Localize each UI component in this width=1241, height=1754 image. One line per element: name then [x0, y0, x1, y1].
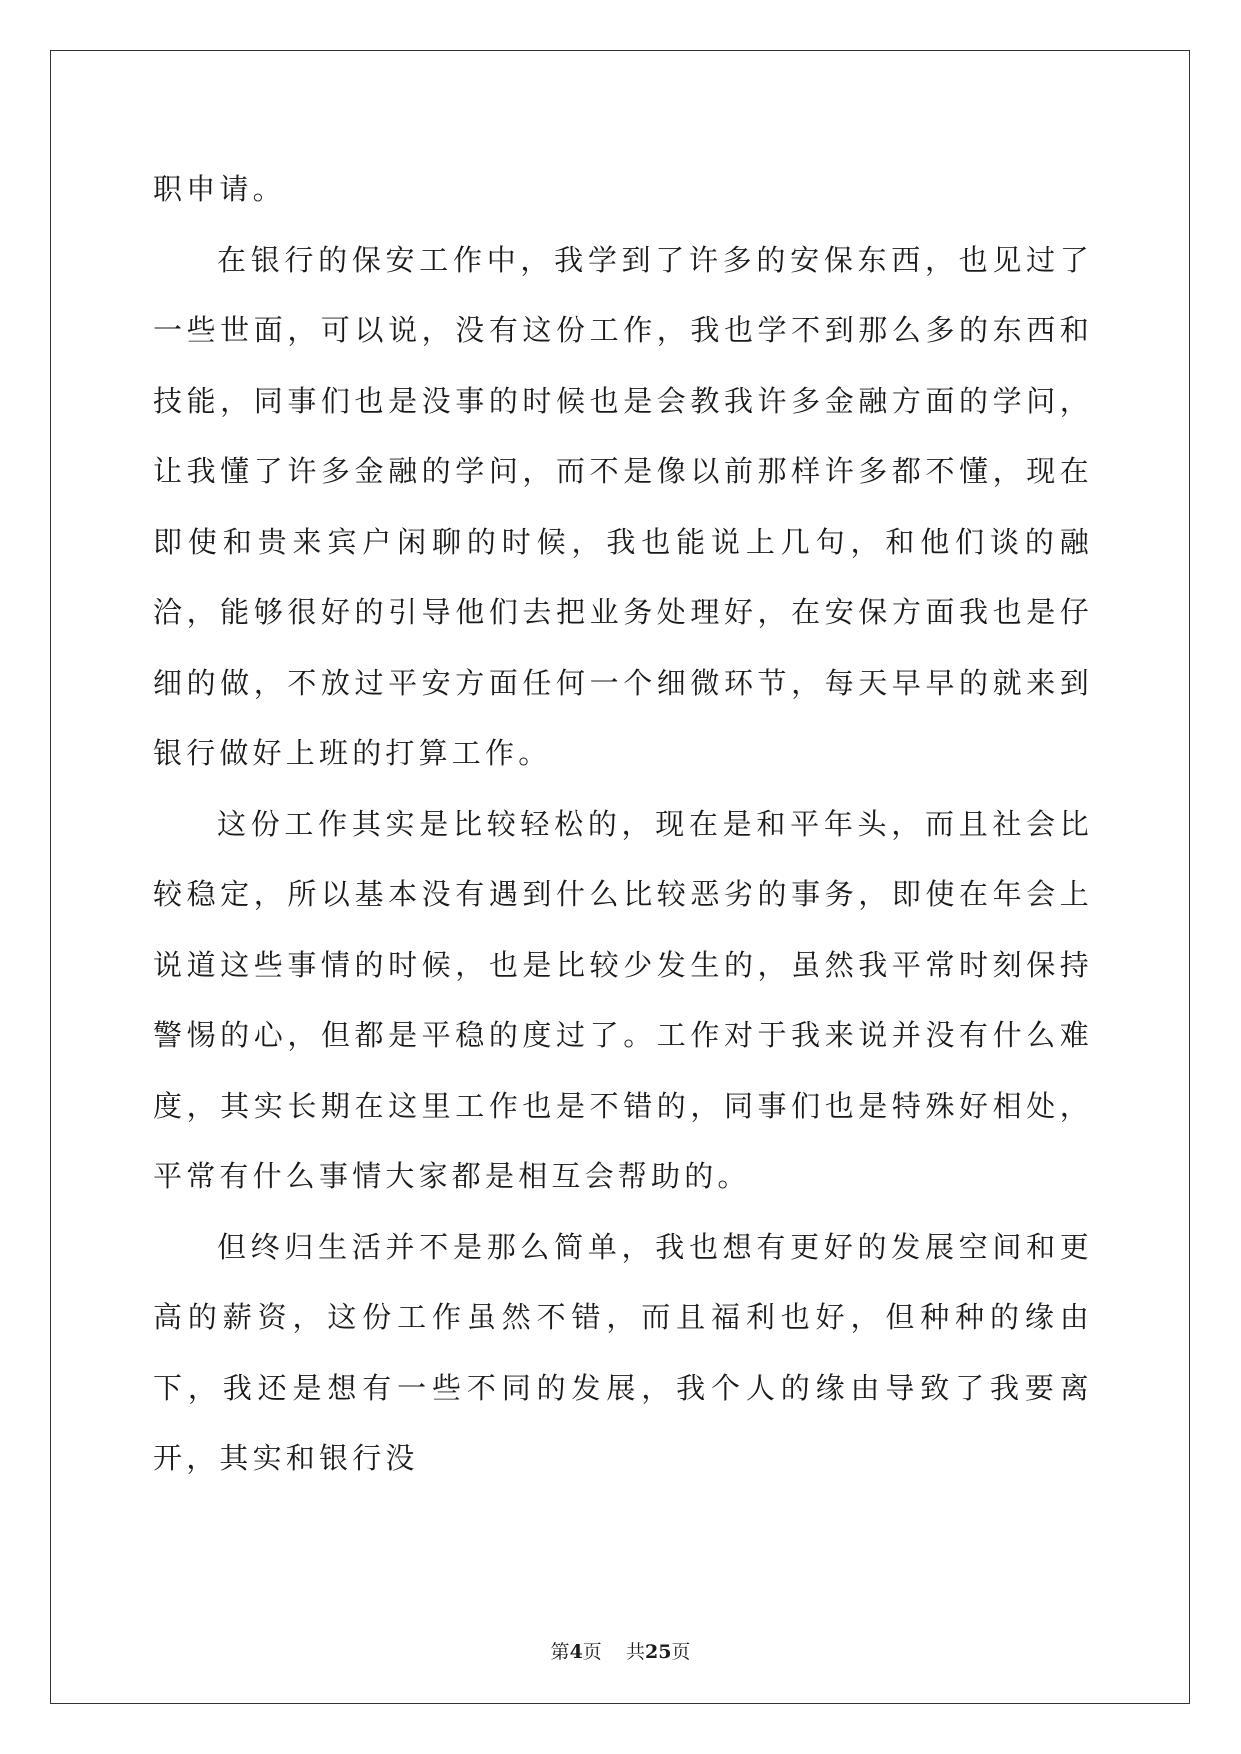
current-page-number: 4 — [569, 1641, 583, 1663]
total-page-number: 25 — [644, 1641, 672, 1663]
paragraph-3: 这份工作其实是比较轻松的，现在是和平年头，而且社会比较稳定，所以基本没有遇到什么比较恶劣的事务，即使在年会上说道这些事情的时候，也是比较少发生的，虽然我平常时刻保持警惕的心，但都是平稳的度过了。工作对于我来说并没有什么难度，其实长期在这里工作也是不错的，同事们也是特殊好相处，平常有什么事情大家都是相互会帮助的。 — [153, 806, 1093, 1193]
document-body — [153, 154, 1093, 1494]
paragraph-1: 职申请。 — [153, 172, 286, 206]
footer-suffix: 页 — [671, 1641, 691, 1663]
footer-middle: 页 共 — [582, 1641, 645, 1663]
page-number-footer — [0, 1637, 1241, 1664]
footer-prefix: 第 — [550, 1641, 570, 1663]
paragraph-4: 但终归生活并不是那么简单，我也想有更好的发展空间和更高的薪资，这份工作虽然不错，而且福利也好，但种种的缘由下，我还是想有一些不同的发展，我个人的缘由导致了我要离开，其实和银行没 — [153, 1229, 1093, 1475]
paragraph-2: 在银行的保安工作中，我学到了许多的安保东西，也见过了一些世面，可以说，没有这份工作，我也学不到那么多的东西和技能，同事们也是没事的时候也是会教我许多金融方面的学问，让我懂了许多金融的学问，而不是像以前那样许多都不懂，现在即使和贵来宾户闲聊的时候，我也能说上几句，和他们谈的融洽，能够很好的引导他们去把业务处理好，在安保方面我也是仔细的做，不放过平安方面任何一个细微环节，每天早早的就来到银行做好上班的打算工作。 — [153, 242, 1093, 770]
